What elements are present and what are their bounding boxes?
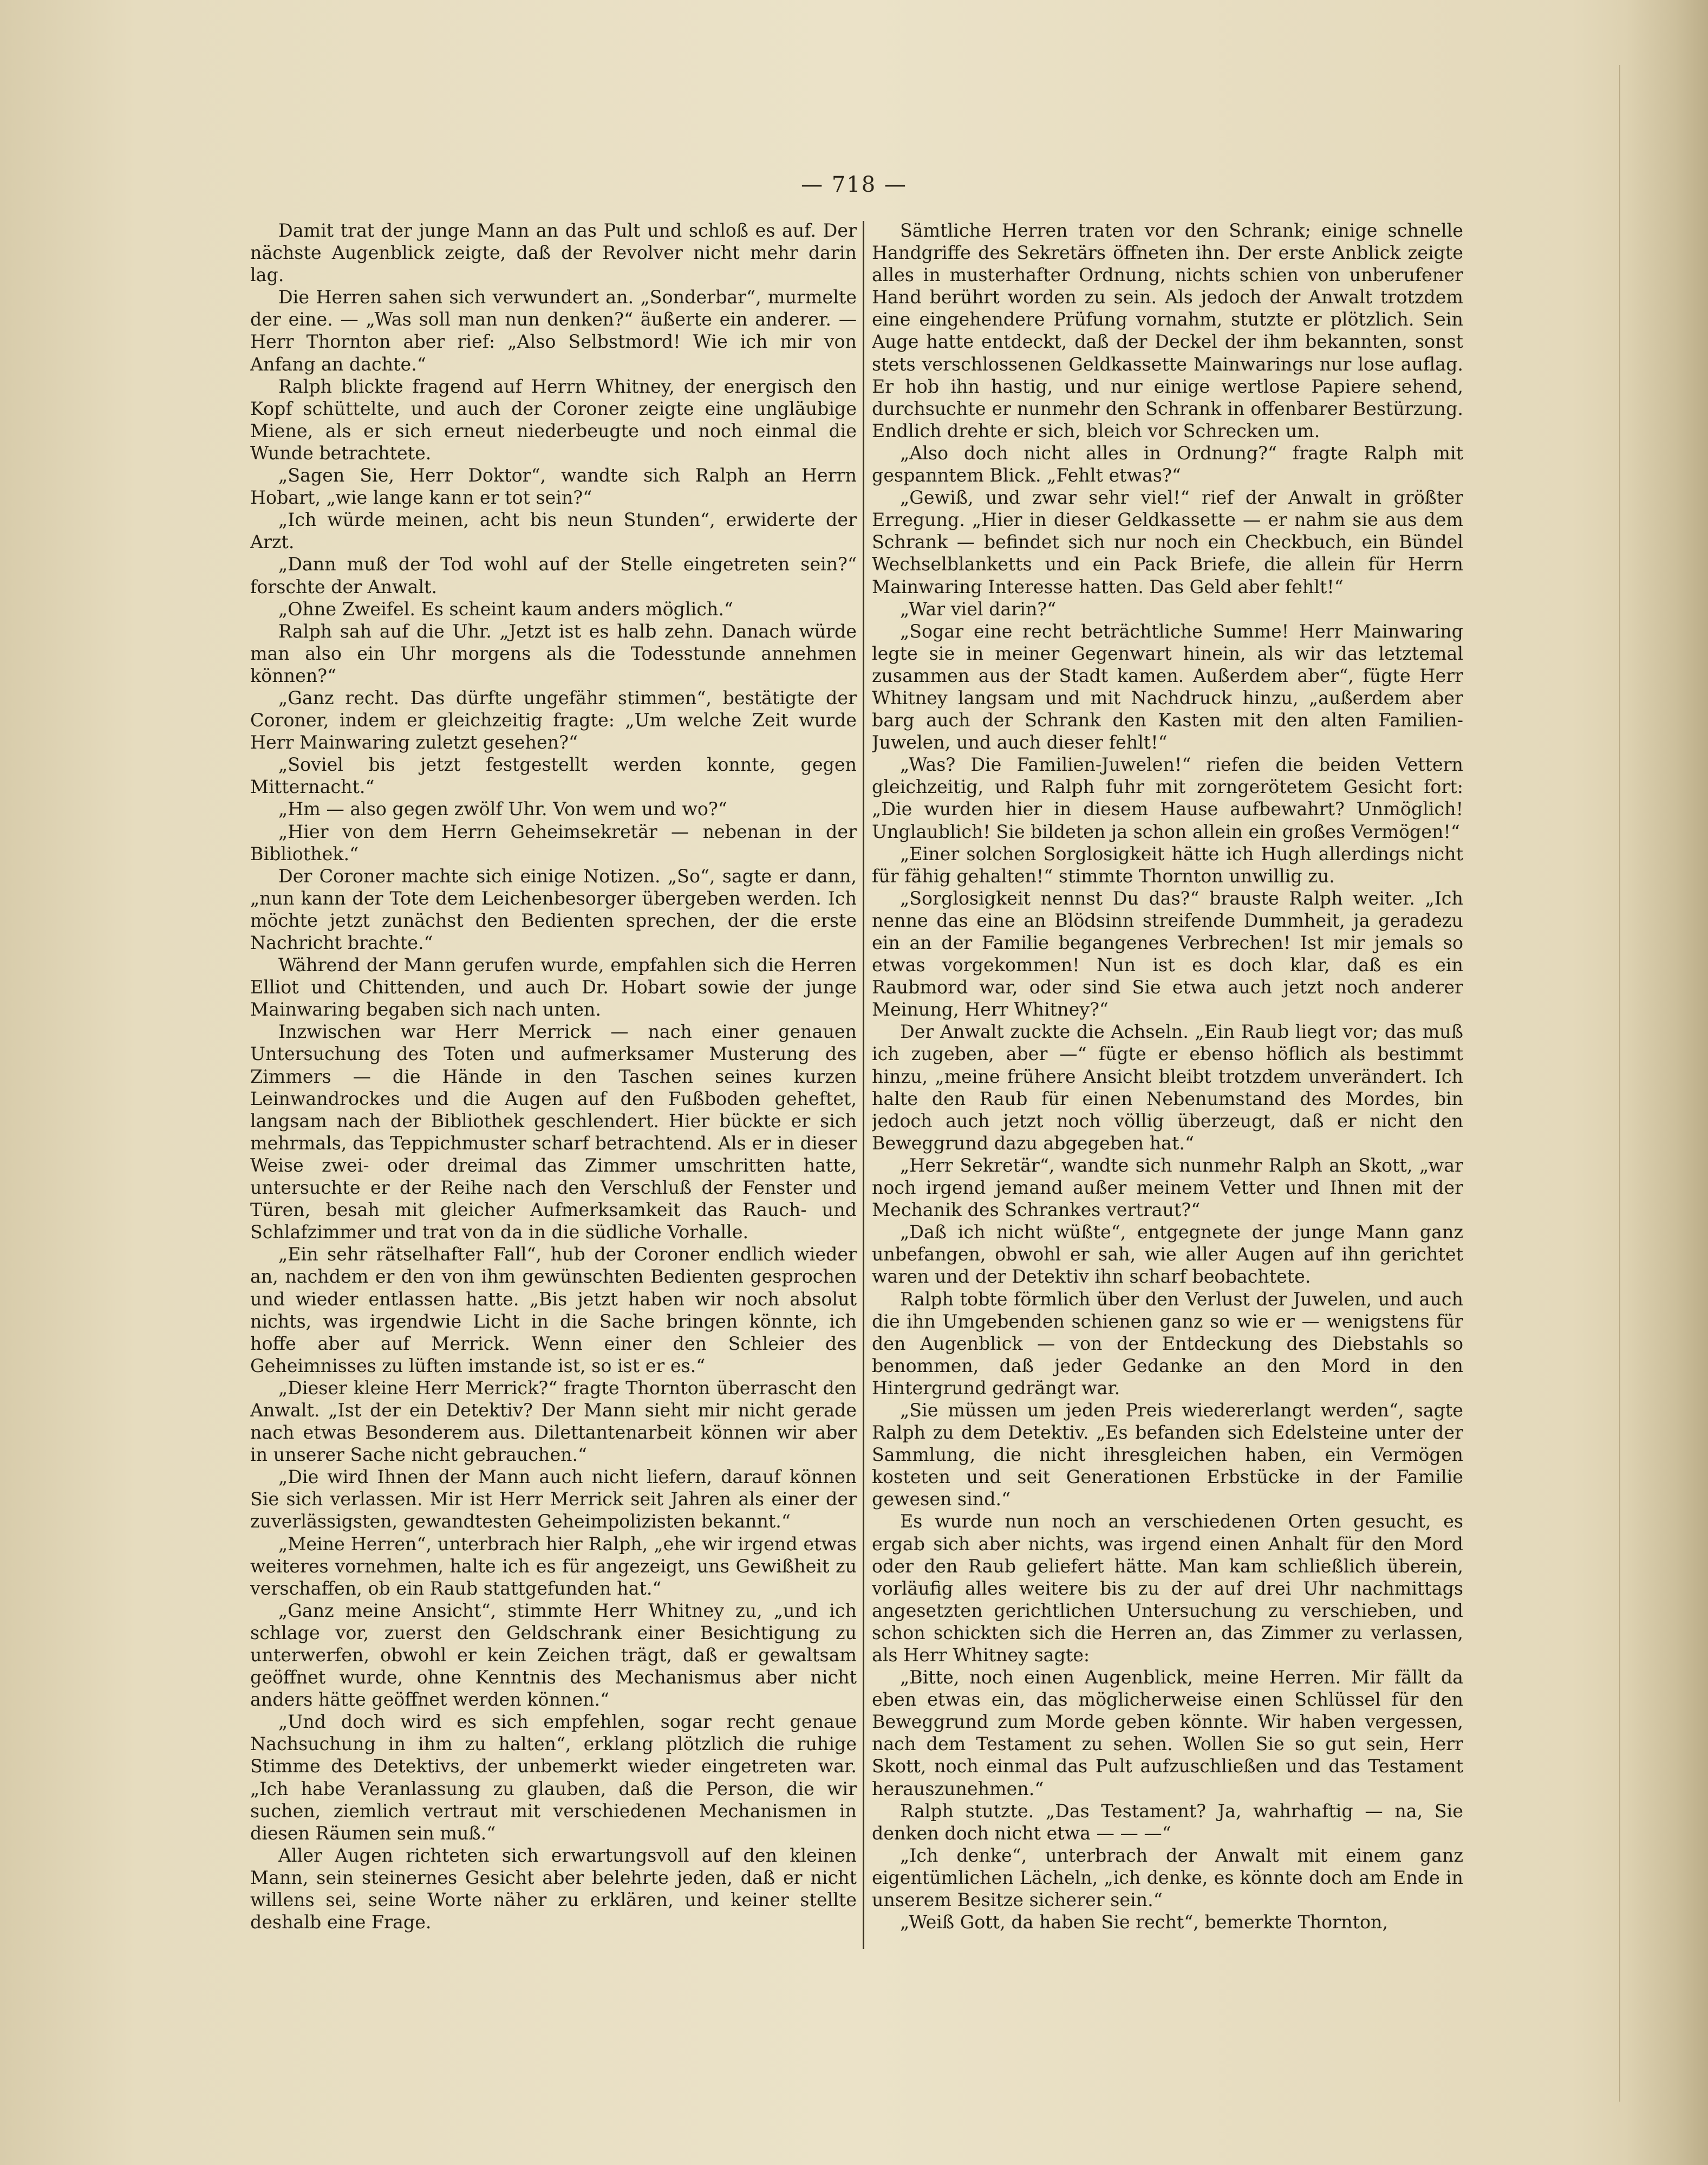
paragraph: Damit trat der junge Mann an das Pult und schloß es auf. Der nächste Augenblick zeigte, daß der Revolver nicht mehr darin lag. — [250, 220, 857, 286]
paragraph: „Sagen Sie, Herr Doktor“, wandte sich Ralph an Herrn Hobart, „wie lange kann er tot sein?“ — [250, 465, 857, 509]
paragraph: „Ganz recht. Das dürfte ungefähr stimmen“, bestätigte der Coroner, indem er gleichzeitig fragte: „Um welche Zeit wurde Herr Mainwaring zuletzt gesehen?“ — [250, 687, 857, 753]
paragraph: „Hm — also gegen zwölf Uhr. Von wem und wo?“ — [278, 798, 727, 820]
paragraph: Sämtliche Herren traten vor den Schrank; einige schnelle Handgriffe des Sekretärs öffneten ihn. Der erste Anblick zeigte alles in musterhafter Ordnung, nichts schien von unberufener Hand berührt worden zu sein. Als jedoch der Anwalt trotzdem eine eingehendere Prüfung vornahm, stutzte er plötzlich. Sein Auge hatte entdeckt, daß der Deckel der ihm bekannten, sonst stets verschlossenen Geldkassette Mainwarings nur lose auflag. Er hob ihn hastig, und nur einige wertlose Papiere sehend, durchsuchte er nunmehr den Schrank in offenbarer Bestürzung. Endlich drehte er sich, bleich vor Schrecken um. — [872, 220, 1463, 441]
paragraph: Der Anwalt zuckte die Achseln. „Ein Raub liegt vor; das muß ich zugeben, aber —“ fügte er ebenso höflich als bestimmt hinzu, „meine frühere Ansicht bleibt trotzdem unverändert. Ich halte den Raub für einen Nebenumstand des Mordes, bin jedoch auch jetzt noch völlig überzeugt, daß er nicht den Beweggrund dazu abgegeben hat.“ — [872, 1021, 1463, 1154]
paragraph: „Einer solchen Sorglosigkeit hätte ich Hugh allerdings nicht für fähig gehalten!“ stimmte Thornton unwillig zu. — [872, 843, 1463, 887]
paragraph: „Herr Sekretär“, wandte sich nunmehr Ralph an Skott, „war noch irgend jemand außer meinem Vetter und Ihnen mit der Mechanik des Schrankes vertraut?“ — [872, 1154, 1463, 1221]
paragraph: Inzwischen war Herr Merrick — nach einer genauen Untersuchung des Toten und aufmerksamer Musterung des Zimmers — die Hände in den Taschen seines kurzen Leinwandrockes und die Augen auf den Fußboden geheftet, langsam nach der Bibliothek geschlendert. Hier bückte er sich mehrmals, das Teppichmuster scharf betrachtend. Als er in dieser Weise zwei- oder dreimal das Zimmer umschritten hatte, untersuchte er der Reihe nach den Verschluß der Fenster und Türen, besah mit gleicher Aufmerksamkeit das Rauch- und Schlafzimmer und trat von da in die südliche Vorhalle. — [250, 1021, 857, 1243]
paragraph: „Sorglosigkeit nennst Du das?“ brauste Ralph weiter. „Ich nenne das eine an Blödsinn streifende Dummheit, ja geradezu ein an der Familie begangenes Verbrechen! Ist mir jemals so etwas vorgekommen! Nun ist es doch klar, daß es ein Raubmord war, oder sind Sie etwa auch jetzt noch anderer Meinung, Herr Whitney?“ — [872, 887, 1463, 1020]
paragraph: Ralph sah auf die Uhr. „Jetzt ist es halb zehn. Danach würde man also ein Uhr morgens als die Todesstunde annehmen können?“ — [250, 620, 857, 686]
paragraph: „Meine Herren“, unterbrach hier Ralph, „ehe wir irgend etwas weiteres vornehmen, halte ich es für angezeigt, uns Gewißheit zu verschaffen, ob ein Raub stattgefunden hat.“ — [250, 1533, 857, 1599]
text-column-left — [250, 219, 857, 1953]
paragraph: „Ich denke“, unterbrach der Anwalt mit einem ganz eigentümlichen Lächeln, „ich denke, es könnte doch am Ende in unserem Besitze sicherer sein.“ — [872, 1844, 1463, 1911]
paragraph: „Ohne Zweifel. Es scheint kaum anders möglich.“ — [278, 598, 733, 620]
paragraph: „Also doch nicht alles in Ordnung?“ fragte Ralph mit gespanntem Blick. „Fehlt etwas?“ — [872, 442, 1463, 486]
paragraph: „Dieser kleine Herr Merrick?“ fragte Thornton überrascht den Anwalt. „Ist der ein Detektiv? Der Mann sieht mir nicht gerade nach etwas Besonderem aus. Dilettantenarbeit können wir aber in unserer Sache nicht gebrauchen.“ — [250, 1377, 857, 1466]
paragraph: Der Coroner machte sich einige Notizen. „So“, sagte er dann, „nun kann der Tote dem Leichenbesorger übergeben werden. Ich möchte jetzt zunächst den Bedienten sprechen, der die erste Nachricht brachte.“ — [250, 865, 857, 953]
paragraph: „Die wird Ihnen der Mann auch nicht liefern, darauf können Sie sich verlassen. Mir ist Herr Merrick seit Jahren als einer der zuverlässigsten, gewandtesten Geheimpolizisten bekannt.“ — [250, 1466, 857, 1532]
paragraph: Es wurde nun noch an verschiedenen Orten gesucht, es ergab sich aber nichts, was irgend einen Anhalt für den Mord oder den Raub geliefert hätte. Man kam schließlich überein, vorläufig alles weitere bis zu der auf drei Uhr nachmittags angesetzten gerichtlichen Untersuchung zu verschieben, und schon schickten sich die Herren an, das Zimmer zu verlassen, als Herr Whitney sagte: — [872, 1511, 1463, 1666]
paragraph: Die Herren sahen sich verwundert an. „Sonderbar“, murmelte der eine. — „Was soll man nun denken?“ äußerte ein anderer. — Herr Thornton aber rief: „Also Selbstmord! Wie ich mir von Anfang an dachte.“ — [250, 287, 857, 375]
page-fold-line — [1619, 65, 1620, 2102]
paragraph: Während der Mann gerufen wurde, empfahlen sich die Herren Elliot und Chittenden, und auch Dr. Hobart sowie der junge Mainwaring begaben sich nach unten. — [250, 954, 857, 1020]
paragraph: „Ich würde meinen, acht bis neun Stunden“, erwiderte der Arzt. — [250, 509, 857, 553]
paragraph: „Gewiß, und zwar sehr viel!“ rief der Anwalt in größter Erregung. „Hier in dieser Geldkassette — er nahm sie aus dem Schrank — befindet sich nur noch ein Checkbuch, ein Bündel Wechselblanketts und ein Pack Briefe, die allein für Herrn Mainwaring Interesse hatten. Das Geld aber fehlt!“ — [872, 487, 1463, 597]
page-edge-shadow — [1627, 0, 1708, 2165]
text-column-right — [872, 219, 1463, 1953]
paragraph: „Daß ich nicht wüßte“, entgegnete der junge Mann ganz unbefangen, obwohl er sah, wie aller Augen auf ihn gerichtet waren und der Detektiv ihn scharf beobachtete. — [872, 1221, 1463, 1288]
paragraph: „Und doch wird es sich empfehlen, sogar recht genaue Nachsuchung in ihm zu halten“, erklang plötzlich die ruhige Stimme des Detektivs, der unbemerkt wieder eingetreten war. „Ich habe Veranlassung zu glauben, daß die Person, die wir suchen, ziemlich vertraut mit verschiedenen Mechanismen in diesen Räumen sein muß.“ — [250, 1711, 857, 1844]
paragraph: „Sogar eine recht beträchtliche Summe! Herr Mainwaring legte sie in meiner Gegenwart hinein, als wir das letztemal zusammen aus der Stadt kamen. Außerdem aber“, fügte Herr Whitney langsam und mit Nachdruck hinzu, „außerdem aber barg auch der Schrank den Kasten mit den alten Familien-Juwelen, und auch dieser fehlt!“ — [872, 620, 1463, 753]
paragraph: Ralph blickte fragend auf Herrn Whitney, der energisch den Kopf schüttelte, und auch der Coroner zeigte eine ungläubige Miene, als er sich erneut niederbeugte und noch einmal die Wunde betrachtete. — [250, 375, 857, 464]
paragraph: „Was? Die Familien-Juwelen!“ riefen die beiden Vettern gleichzeitig, und Ralph fuhr mit zorngerötetem Gesicht fort: „Die wurden hier in diesem Hause aufbewahrt? Unmöglich! Unglaublich! Sie bildeten ja schon allein ein großes Vermögen!“ — [872, 754, 1463, 842]
paragraph: „Hier von dem Herrn Geheimsekretär — nebenan in der Bibliothek.“ — [250, 821, 857, 864]
paragraph: Aller Augen richteten sich erwartungsvoll auf den kleinen Mann, sein steinernes Gesicht aber belehrte jeden, daß er nicht willens sei, seine Worte näher zu erklären, und keiner stellte deshalb eine Frage. — [250, 1844, 857, 1933]
paragraph: Ralph stutzte. „Das Testament? Ja, wahrhaftig — na, Sie denken doch nicht etwa — — —“ — [872, 1800, 1463, 1844]
paragraph: „War viel darin?“ — [900, 598, 1057, 620]
column-divider — [863, 221, 864, 1949]
paragraph: „Sie müssen um jeden Preis wiedererlangt werden“, sagte Ralph zu dem Detektiv. „Es befanden sich Edelsteine unter der Sammlung, die nicht ihresgleichen haben, ein Vermögen kosteten und seit Generationen Erbstücke in der Familie gewesen sind.“ — [872, 1399, 1463, 1510]
page-number: — 718 — — [801, 172, 907, 197]
paragraph: „Soviel bis jetzt festgestellt werden konnte, gegen Mitternacht.“ — [250, 754, 857, 798]
paragraph: „Ganz meine Ansicht“, stimmte Herr Whitney zu, „und ich schlage vor, zuerst den Geldschrank einer Besichtigung zu unterwerfen, obwohl er kein Zeichen trägt, daß er gewaltsam geöffnet wurde, ohne Kenntnis des Mechanismus aber nicht anders hätte geöffnet werden können.“ — [250, 1600, 857, 1711]
paragraph: „Dann muß der Tod wohl auf der Stelle eingetreten sein?“ forschte der Anwalt. — [250, 554, 857, 597]
paragraph: „Ein sehr rätselhafter Fall“, hub der Coroner endlich wieder an, nachdem er den von ihm gewünschten Bedienten gesprochen und wieder entlassen hatte. „Bis jetzt haben wir noch absolut nichts, was irgendwie Licht in die Sache bringen könnte, ich hoffe aber auf Merrick. Wenn einer den Schleier des Geheimnisses zu lüften imstande ist, so ist er es.“ — [250, 1244, 857, 1376]
paragraph: „Weiß Gott, da haben Sie recht“, bemerkte Thornton, — [900, 1912, 1388, 1933]
paragraph: „Bitte, noch einen Augenblick, meine Herren. Mir fällt da eben etwas ein, das möglicherweise einen Schlüssel für den Beweggrund zum Morde geben könnte. Wir haben vergessen, nach dem Testament zu sehen. Wollen Sie so gut sein, Herr Skott, noch einmal das Pult aufzuschließen und das Testament herauszunehmen.“ — [872, 1667, 1463, 1799]
paragraph: Ralph tobte förmlich über den Verlust der Juwelen, und auch die ihn Umgebenden schienen ganz so wie er — wenigstens für den Augenblick — von der Entdeckung des Diebstahls so benommen, daß jeder Gedanke an den Mord in den Hintergrund gedrängt war. — [872, 1288, 1463, 1399]
